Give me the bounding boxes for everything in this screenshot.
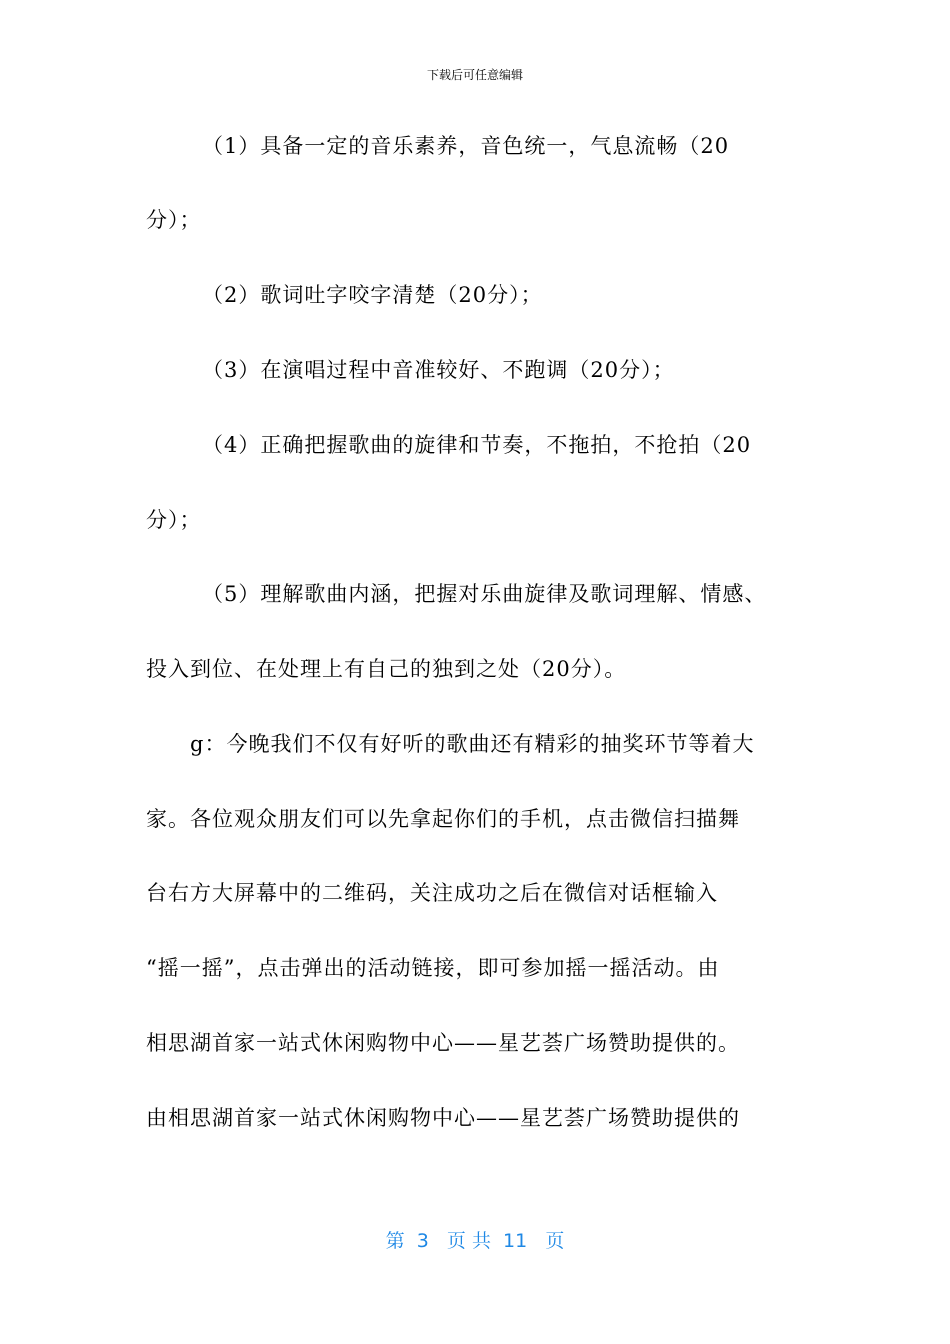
paragraph-line-3: 台右方大屏幕中的二维码，关注成功之后在微信对话框输入 bbox=[146, 881, 718, 905]
page-header-note: 下载后可任意编辑 bbox=[426, 68, 523, 82]
criterion-2-line: （2）歌词吐字咬字清楚（20分）； bbox=[202, 283, 543, 307]
criterion-4-line-1: （4）正确把握歌曲的旋律和节奏，不拖拍，不抢拍（20 bbox=[202, 433, 752, 457]
page-number-footer: 第 3 页 共 11 页 bbox=[385, 1230, 565, 1252]
paragraph-line-4: “摇一摇”，点击弹出的活动链接，即可参加摇一摇活动。由 bbox=[146, 956, 720, 980]
criterion-5-line-1: （5）理解歌曲内涵，把握对乐曲旋律及歌词理解、情感、 bbox=[202, 582, 767, 606]
paragraph-line-1: g：今晚我们不仅有好听的歌曲还有精彩的抽奖环节等着大 bbox=[190, 732, 755, 756]
criterion-1-line-1: （1）具备一定的音乐素养，音色统一，气息流畅（20 bbox=[202, 134, 730, 158]
criterion-5-line-2: 投入到位、在处理上有自己的独到之处（20分）。 bbox=[146, 657, 627, 681]
paragraph-line-2: 家。各位观众朋友们可以先拿起你们的手机，点击微信扫描舞 bbox=[146, 807, 740, 831]
criterion-4-line-2: 分）； bbox=[146, 508, 202, 532]
criterion-1-line-2: 分）； bbox=[146, 208, 202, 232]
paragraph-line-5: 相思湖首家一站式休闲购物中心——星艺荟广场赞助提供的。 bbox=[146, 1031, 740, 1055]
paragraph-line-6: 由相思湖首家一站式休闲购物中心——星艺荟广场赞助提供的 bbox=[146, 1106, 740, 1130]
criterion-3-line: （3）在演唱过程中音准较好、不跑调（20分）； bbox=[202, 358, 675, 382]
